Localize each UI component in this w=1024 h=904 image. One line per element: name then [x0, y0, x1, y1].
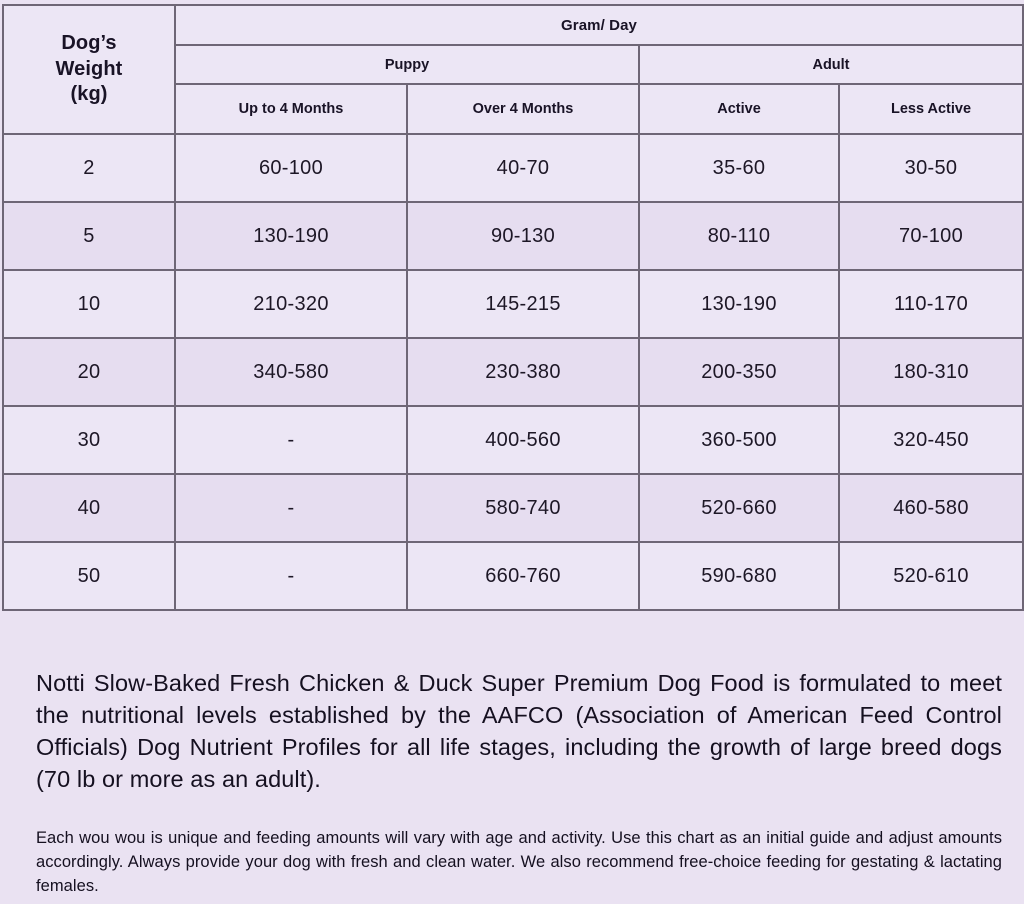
cell-amount: 320-450: [839, 406, 1023, 474]
cell-amount: 200-350: [639, 338, 839, 406]
cell-amount: 90-130: [407, 202, 639, 270]
cell-amount: 360-500: [639, 406, 839, 474]
cell-amount: 340-580: [175, 338, 407, 406]
cell-amount: 130-190: [175, 202, 407, 270]
cell-amount: 145-215: [407, 270, 639, 338]
table-row: [3, 474, 1023, 542]
header-row-title: [3, 5, 1023, 45]
cell-dog-weight: 5: [3, 202, 175, 270]
cell-amount: 660-760: [407, 542, 639, 610]
cell-amount: 130-190: [639, 270, 839, 338]
column-header-less-active: Less Active: [839, 84, 1023, 134]
table-row: [3, 542, 1023, 610]
cell-amount: 520-610: [839, 542, 1023, 610]
cell-dog-weight: 40: [3, 474, 175, 542]
cell-amount: 40-70: [407, 134, 639, 202]
table-row: [3, 338, 1023, 406]
column-group-adult: Adult: [639, 45, 1023, 84]
cell-amount: 210-320: [175, 270, 407, 338]
column-group-puppy: Puppy: [175, 45, 639, 84]
table-row: [3, 406, 1023, 474]
cell-amount: 400-560: [407, 406, 639, 474]
feeding-note: Each wou wou is unique and feeding amounts will vary with age and activity. Use this chart as an initial guide and adjust amounts accordingly. Always provide your dog with fresh and clean water. We also recommend free-choice feeding for gestating & lactating females.: [36, 828, 1002, 895]
cell-amount: 35-60: [639, 134, 839, 202]
weight-header-line-1: Dog’s: [61, 32, 117, 55]
cell-dog-weight: 50: [3, 542, 175, 610]
weight-header-line-2: Weight: [55, 57, 123, 80]
feeding-chart-table: [2, 4, 1024, 611]
cell-amount: -: [175, 474, 407, 542]
cell-amount: 180-310: [839, 338, 1023, 406]
cell-amount: 580-740: [407, 474, 639, 542]
aafco-statement: Notti Slow-Baked Fresh Chicken & Duck Super Premium Dog Food is formulated to meet the nutritional levels established by the AAFCO (Association of American Feed Control Officials) Dog Nutrient Profiles for all life stages, including the growth of large breed dogs (70 lb or more as an adult).: [36, 670, 1002, 792]
cell-amount: 230-380: [407, 338, 639, 406]
cell-amount: 30-50: [839, 134, 1023, 202]
cell-amount: 590-680: [639, 542, 839, 610]
column-header-over-4-months: Over 4 Months: [407, 84, 639, 134]
weight-header-line-3: (kg): [70, 83, 108, 106]
cell-dog-weight: 30: [3, 406, 175, 474]
column-header-up-to-4-months: Up to 4 Months: [175, 84, 407, 134]
cell-amount: 60-100: [175, 134, 407, 202]
cell-dog-weight: 20: [3, 338, 175, 406]
feeding-guide-page: [0, 4, 1024, 904]
table-row: [3, 270, 1023, 338]
table-body: [3, 134, 1023, 610]
table-row: [3, 134, 1023, 202]
cell-amount: -: [175, 542, 407, 610]
table-row: [3, 202, 1023, 270]
cell-dog-weight: 2: [3, 134, 175, 202]
cell-amount: 460-580: [839, 474, 1023, 542]
cell-amount: 80-110: [639, 202, 839, 270]
column-header-gram-per-day: Gram/ Day: [175, 5, 1023, 45]
column-header-active: Active: [639, 84, 839, 134]
table-header: [3, 5, 1023, 134]
cell-amount: 110-170: [839, 270, 1023, 338]
cell-amount: -: [175, 406, 407, 474]
column-header-dogs-weight: [3, 5, 175, 134]
cell-amount: 520-660: [639, 474, 839, 542]
cell-dog-weight: 10: [3, 270, 175, 338]
copy-block: [36, 668, 1002, 899]
cell-amount: 70-100: [839, 202, 1023, 270]
